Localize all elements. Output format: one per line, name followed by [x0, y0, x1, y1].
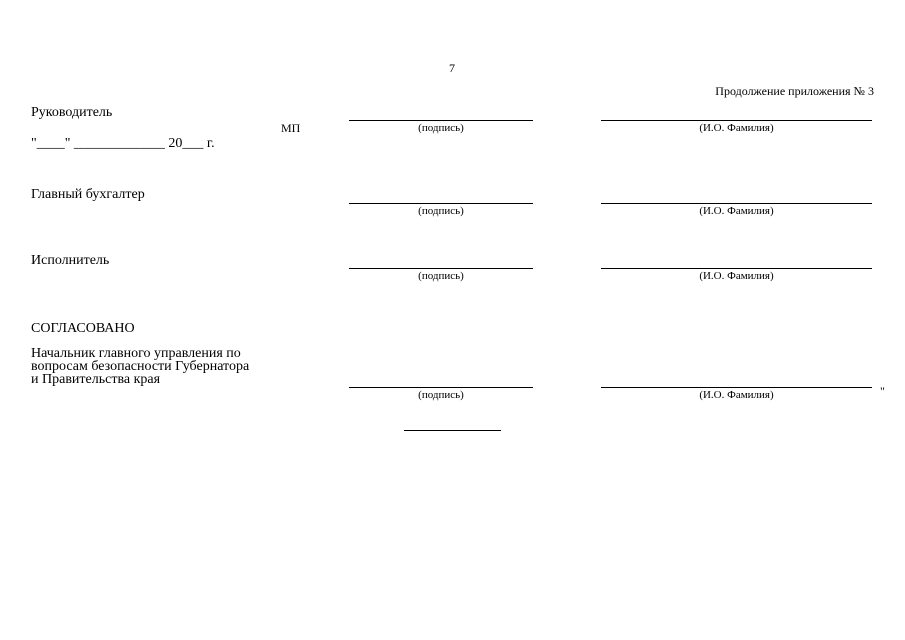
- appendix-note: Продолжение приложения № 3: [715, 84, 874, 98]
- signer-role-chief-accountant: Главный бухгалтер: [31, 187, 145, 202]
- end-separator: [404, 430, 501, 431]
- signature-caption: (подпись): [418, 205, 464, 217]
- approval-role-line: и Правительства края: [31, 372, 161, 387]
- approval-role-line: Начальник главного управления по: [31, 346, 241, 361]
- signer-role-executor: Исполнитель: [31, 253, 110, 268]
- name-line: [601, 268, 872, 269]
- name-line: [601, 203, 872, 204]
- date-line: "____" _____________ 20___ г.: [31, 136, 215, 151]
- name-line: [601, 120, 872, 121]
- name-line: [601, 387, 872, 388]
- signature-caption: (подпись): [418, 389, 464, 401]
- name-caption: (И.О. Фамилия): [699, 270, 774, 282]
- approval-heading: СОГЛАСОВАНО: [31, 321, 135, 336]
- signature-line: [349, 268, 533, 269]
- stamp-label: МП: [281, 121, 301, 135]
- signature-caption: (подпись): [418, 122, 464, 134]
- signature-line: [349, 120, 533, 121]
- signer-role-director: Руководитель: [31, 105, 113, 120]
- approval-role-line: вопросам безопасности Губернатора: [31, 359, 250, 374]
- closing-quote: ": [880, 384, 885, 398]
- name-caption: (И.О. Фамилия): [699, 389, 774, 401]
- signature-caption: (подпись): [418, 270, 464, 282]
- name-caption: (И.О. Фамилия): [699, 205, 774, 217]
- signature-line: [349, 203, 533, 204]
- page-number: 7: [449, 61, 455, 75]
- name-caption: (И.О. Фамилия): [699, 122, 774, 134]
- signature-line: [349, 387, 533, 388]
